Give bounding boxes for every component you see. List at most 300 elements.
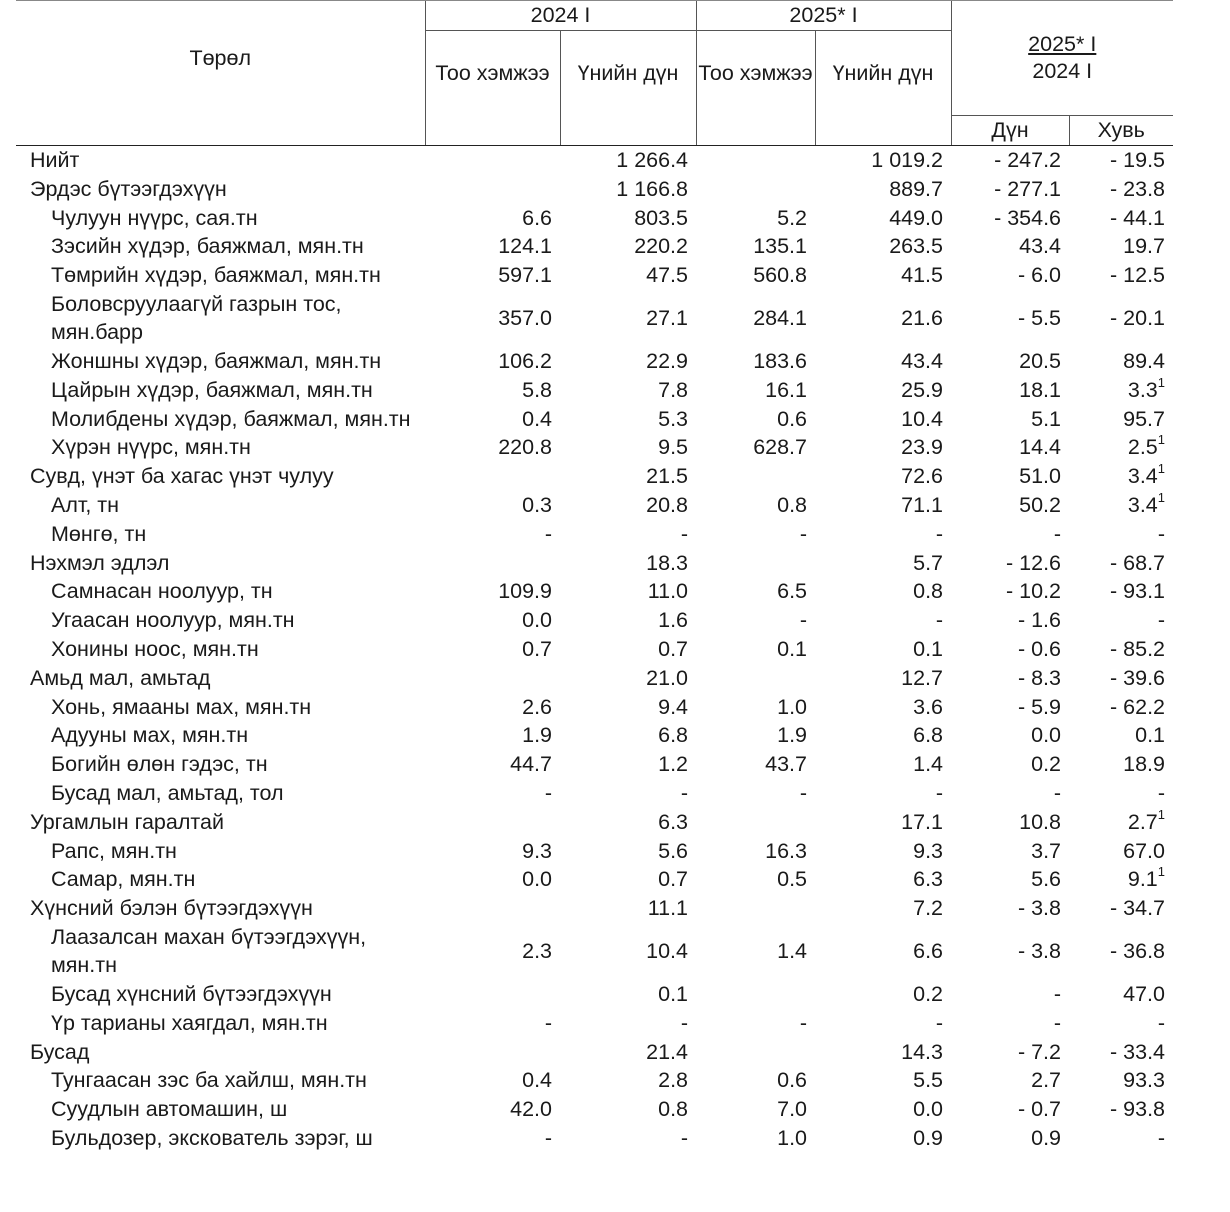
- cell-value: -: [1053, 780, 1061, 805]
- cell-diff: [951, 1009, 1069, 1038]
- cell-value: 18.9: [1123, 752, 1165, 777]
- cell-value-2025: [815, 635, 951, 664]
- cell-value: 14.4: [1019, 435, 1061, 460]
- cell-diff: [951, 549, 1069, 578]
- cell-value: - 62.2: [1110, 694, 1165, 719]
- cell-qty-2025: [696, 261, 815, 290]
- cell-qty-2024: [425, 175, 560, 204]
- cell-value-2025: [815, 1124, 951, 1153]
- header-type: Төрөл: [16, 1, 425, 116]
- cell-value: 16.1: [765, 377, 807, 402]
- cell-value-2024: [560, 779, 696, 808]
- cell-pct: [1069, 376, 1173, 405]
- cell-qty-2024: [425, 204, 560, 233]
- row-name: Нэхмэл эдлэл: [30, 550, 170, 575]
- cell-value-2024: [560, 606, 696, 635]
- cell-value: -: [1053, 1010, 1061, 1035]
- cell-pct: [1069, 405, 1173, 434]
- table-row: [16, 923, 1173, 980]
- cell-diff: [951, 923, 1069, 980]
- cell-value: 43.4: [901, 348, 943, 373]
- header-spacer: [425, 115, 560, 146]
- cell-value: 43.7: [765, 752, 807, 777]
- cell-value: 0.6: [777, 406, 807, 431]
- cell-value-2024: [560, 290, 696, 347]
- cell-value-2024: [560, 376, 696, 405]
- cell-value: 25.9: [901, 377, 943, 402]
- cell-pct: [1069, 433, 1173, 462]
- cell-qty-2024: [425, 1009, 560, 1038]
- cell-value: 21.0: [646, 665, 688, 690]
- row-name: Хонины ноос, мян.тн: [51, 636, 259, 661]
- cell-value: 44.7: [510, 752, 552, 777]
- cell-value: - 277.1: [994, 176, 1061, 201]
- cell-value-2024: [560, 204, 696, 233]
- row-name: Зэсийн хүдэр, баяжмал, мян.тн: [51, 234, 364, 259]
- cell-value: - 12.5: [1110, 263, 1165, 288]
- cell-value: 5.2: [777, 205, 807, 230]
- cell-qty-2024: [425, 347, 560, 376]
- cell-value: - 10.2: [1006, 579, 1061, 604]
- cell-value: 0.4: [522, 1068, 552, 1093]
- cell-value: 18.3: [646, 550, 688, 575]
- cell-value: 449.0: [889, 205, 943, 230]
- cell-value: 11.0: [647, 579, 688, 604]
- cell-value-2024: [560, 347, 696, 376]
- cell-value: 2.8: [658, 1068, 688, 1093]
- cell-diff: [951, 750, 1069, 779]
- cell-qty-2025: [696, 779, 815, 808]
- cell-diff: [951, 520, 1069, 549]
- cell-value: 0.2: [1031, 752, 1061, 777]
- cell-value: 0.1: [777, 636, 807, 661]
- cell-value-2024: [560, 1009, 696, 1038]
- cell-value: 20.5: [1019, 348, 1061, 373]
- cell-value-2025: [815, 146, 951, 175]
- header-period-2024: 2024 I: [425, 1, 696, 31]
- row-name: Хонь, ямааны мах, мян.тн: [51, 694, 312, 719]
- cell-value: -: [544, 521, 552, 546]
- cell-pct: [1069, 837, 1173, 866]
- cell-value: 0.6: [777, 1068, 807, 1093]
- cell-value-2024: [560, 980, 696, 1009]
- cell-value: - 23.8: [1110, 176, 1165, 201]
- cell-value: 22.9: [646, 348, 688, 373]
- cell-value: 284.1: [753, 306, 807, 331]
- cell-value: 0.0: [522, 867, 552, 892]
- cell-value-2024: [560, 1095, 696, 1124]
- cell-value-2024: [560, 721, 696, 750]
- table-row: [16, 462, 1173, 491]
- row-name: Ургамлын гаралтай: [30, 809, 224, 834]
- footnote-mark: 1: [1157, 806, 1165, 822]
- cell-diff: [951, 577, 1069, 606]
- cell-value: - 34.7: [1110, 896, 1165, 921]
- cell-value: 3.6: [913, 694, 943, 719]
- table-row: [16, 779, 1173, 808]
- cell-value-2025: [815, 779, 951, 808]
- cell-value: -: [799, 780, 807, 805]
- row-name: Суудлын автомашин, ш: [51, 1097, 288, 1122]
- cell-value-2024: [560, 520, 696, 549]
- cell-value: 0.7: [658, 636, 688, 661]
- footnote-mark: 1: [1157, 489, 1165, 505]
- table-row: [16, 347, 1173, 376]
- cell-value: 1.4: [777, 939, 807, 964]
- cell-value: 0.8: [658, 1097, 688, 1122]
- cell-pct: [1069, 865, 1173, 894]
- cell-pct: [1069, 664, 1173, 693]
- cell-value-2024: [560, 1066, 696, 1095]
- cell-value-2025: [815, 721, 951, 750]
- cell-value: 89.4: [1123, 348, 1165, 373]
- cell-qty-2024: [425, 750, 560, 779]
- cell-qty-2024: [425, 491, 560, 520]
- cell-value: 1.6: [658, 608, 688, 633]
- cell-qty-2024: [425, 865, 560, 894]
- cell-value: 357.0: [498, 306, 552, 331]
- cell-qty-2024: [425, 261, 560, 290]
- cell-value: - 93.1: [1110, 579, 1165, 604]
- cell-value-2025: [815, 1009, 951, 1038]
- table-row: [16, 635, 1173, 664]
- cell-value: - 0.6: [1017, 636, 1061, 661]
- cell-qty-2025: [696, 664, 815, 693]
- cell-value: 10.8: [1019, 809, 1061, 834]
- cell-value: 0.0: [1031, 723, 1061, 748]
- cell-pct: [1069, 491, 1173, 520]
- cell-pct: [1069, 175, 1173, 204]
- cell-value-2025: [815, 405, 951, 434]
- cell-value: 3.3: [1127, 377, 1158, 402]
- table-row: [16, 290, 1173, 347]
- cell-value: 43.4: [1019, 234, 1061, 259]
- cell-value: 3.4: [1127, 492, 1158, 517]
- cell-value: 2.6: [522, 694, 552, 719]
- table-row: [16, 606, 1173, 635]
- row-name: Төмрийн хүдэр, баяжмал, мян.тн: [51, 263, 381, 288]
- cell-value: -: [1157, 1125, 1165, 1150]
- cell-qty-2025: [696, 204, 815, 233]
- cell-value: 42.0: [510, 1097, 552, 1122]
- cell-value: 597.1: [498, 263, 552, 288]
- cell-qty-2024: [425, 664, 560, 693]
- cell-value: 0.8: [913, 579, 943, 604]
- row-name: Лаазалсан махан бүтээгдэхүүн, мян.тн: [51, 924, 367, 978]
- cell-value: 10.4: [901, 406, 943, 431]
- cell-value-2025: [815, 923, 951, 980]
- cell-value: - 33.4: [1110, 1039, 1165, 1064]
- cell-value: 5.8: [522, 377, 552, 402]
- cell-value: 47.5: [646, 263, 688, 288]
- cell-value: -: [799, 521, 807, 546]
- table-body: [16, 146, 1173, 1153]
- row-name: Рапс, мян.тн: [51, 838, 177, 863]
- cell-qty-2024: [425, 1038, 560, 1067]
- cell-value: 20.8: [646, 492, 688, 517]
- cell-value: - 68.7: [1110, 550, 1165, 575]
- cell-value-2024: [560, 635, 696, 664]
- cell-value-2025: [815, 376, 951, 405]
- cell-value: -: [1157, 521, 1165, 546]
- cell-value: 263.5: [889, 234, 943, 259]
- cell-value: 889.7: [889, 176, 943, 201]
- cell-pct: [1069, 980, 1173, 1009]
- cell-value: -: [1157, 608, 1165, 633]
- row-name: Эрдэс бүтээгдэхүүн: [30, 176, 227, 201]
- cell-qty-2024: [425, 290, 560, 347]
- cell-value: 27.1: [646, 306, 688, 331]
- cell-qty-2024: [425, 779, 560, 808]
- footnote-mark: 1: [1157, 864, 1165, 880]
- cell-qty-2025: [696, 837, 815, 866]
- cell-qty-2025: [696, 1066, 815, 1095]
- cell-pct: [1069, 750, 1173, 779]
- cell-qty-2024: [425, 606, 560, 635]
- cell-value-2025: [815, 894, 951, 923]
- cell-value-2024: [560, 175, 696, 204]
- cell-value: -: [935, 608, 943, 633]
- cell-value: 628.7: [753, 435, 807, 460]
- cell-value: 7.2: [913, 896, 943, 921]
- cell-value: - 19.5: [1110, 148, 1165, 172]
- row-name: Хүнсний бэлэн бүтээгдэхүүн: [30, 896, 313, 921]
- table-row: [16, 376, 1173, 405]
- cell-value-2024: [560, 1124, 696, 1153]
- cell-value: 2.7: [1031, 1068, 1061, 1093]
- row-name: Амьд мал, амьтад: [30, 665, 211, 690]
- header-spacer: [815, 115, 951, 146]
- cell-qty-2024: [425, 1095, 560, 1124]
- cell-qty-2024: [425, 980, 560, 1009]
- cell-diff: [951, 1038, 1069, 1067]
- cell-value: 10.4: [646, 939, 688, 964]
- cell-qty-2025: [696, 865, 815, 894]
- cell-value: -: [1053, 521, 1061, 546]
- cell-qty-2025: [696, 520, 815, 549]
- cell-value: 0.0: [522, 608, 552, 633]
- cell-value-2025: [815, 462, 951, 491]
- cell-value: - 247.2: [994, 148, 1061, 172]
- header-diff: Дүн: [951, 115, 1069, 146]
- cell-value: -: [799, 1010, 807, 1035]
- cell-qty-2024: [425, 462, 560, 491]
- row-name: Цайрын хүдэр, баяжмал, мян.тн: [51, 377, 373, 402]
- cell-value-2025: [815, 606, 951, 635]
- row-name: Богийн өлөн гэдэс, тн: [51, 752, 268, 777]
- cell-qty-2024: [425, 721, 560, 750]
- cell-value-2024: [560, 462, 696, 491]
- cell-qty-2025: [696, 175, 815, 204]
- row-name: Угаасан ноолуур, мян.тн: [51, 608, 295, 633]
- cell-diff: [951, 405, 1069, 434]
- row-name: Хүрэн нүүрс, мян.тн: [51, 435, 251, 460]
- cell-value: 0.5: [777, 867, 807, 892]
- cell-diff: [951, 376, 1069, 405]
- cell-pct: [1069, 1124, 1173, 1153]
- cell-value-2024: [560, 808, 696, 837]
- table-row: [16, 865, 1173, 894]
- cell-value: 0.9: [913, 1125, 943, 1150]
- cell-value: 21.6: [901, 306, 943, 331]
- header-pct: Хувь: [1069, 115, 1173, 146]
- cell-value: 21.4: [646, 1039, 688, 1064]
- cell-value: 5.6: [658, 838, 688, 863]
- cell-value: 9.5: [658, 435, 688, 460]
- cell-value: -: [935, 1010, 943, 1035]
- cell-value: 19.7: [1123, 234, 1165, 259]
- cell-value-2025: [815, 837, 951, 866]
- cell-value: 41.5: [901, 263, 943, 288]
- cell-diff: [951, 1124, 1069, 1153]
- cell-qty-2025: [696, 290, 815, 347]
- header-value-2025: Үнийн дүн: [815, 31, 951, 116]
- cell-diff: [951, 232, 1069, 261]
- cell-qty-2025: [696, 894, 815, 923]
- cell-value: -: [680, 1010, 688, 1035]
- cell-value: 9.4: [658, 694, 688, 719]
- cell-qty-2025: [696, 376, 815, 405]
- cell-value-2025: [815, 808, 951, 837]
- table-row: [16, 491, 1173, 520]
- cell-value: 2.5: [1127, 435, 1158, 460]
- header-spacer: [16, 115, 425, 146]
- cell-value-2025: [815, 290, 951, 347]
- cell-value: -: [544, 1125, 552, 1150]
- cell-diff: [951, 865, 1069, 894]
- cell-qty-2025: [696, 635, 815, 664]
- cell-value: 1 019.2: [871, 148, 943, 172]
- cell-value-2025: [815, 204, 951, 233]
- cell-value-2024: [560, 433, 696, 462]
- row-name: Тунгаасан зэс ба хайлш, мян.тн: [51, 1068, 367, 1093]
- cell-value: -: [1157, 1010, 1165, 1035]
- cell-qty-2024: [425, 520, 560, 549]
- row-name: Сувд, үнэт ба хагас үнэт чулуу: [30, 464, 334, 489]
- cell-value-2025: [815, 750, 951, 779]
- cell-value: 18.1: [1019, 377, 1061, 402]
- header-change: [951, 1, 1173, 116]
- cell-qty-2025: [696, 721, 815, 750]
- cell-value: 135.1: [753, 234, 807, 259]
- cell-value: 11.1: [647, 896, 688, 921]
- cell-pct: [1069, 549, 1173, 578]
- cell-value-2024: [560, 232, 696, 261]
- row-name: Бусад: [30, 1039, 90, 1064]
- cell-value-2025: [815, 865, 951, 894]
- table-row: [16, 1066, 1173, 1095]
- cell-value: 0.1: [913, 636, 943, 661]
- row-name: Үр тарианы хаягдал, мян.тн: [51, 1010, 328, 1035]
- cell-pct: [1069, 520, 1173, 549]
- cell-value: 1 266.4: [616, 148, 688, 172]
- table-row: [16, 204, 1173, 233]
- cell-value-2025: [815, 1066, 951, 1095]
- cell-value: 1.0: [777, 1125, 807, 1150]
- cell-value-2025: [815, 549, 951, 578]
- cell-value-2025: [815, 347, 951, 376]
- table-row: [16, 750, 1173, 779]
- table-row: [16, 1009, 1173, 1038]
- cell-value: -: [680, 780, 688, 805]
- cell-diff: [951, 779, 1069, 808]
- cell-qty-2025: [696, 549, 815, 578]
- cell-qty-2024: [425, 1066, 560, 1095]
- cell-value-2025: [815, 232, 951, 261]
- cell-value: 9.3: [522, 838, 552, 863]
- cell-value: -: [1157, 780, 1165, 805]
- cell-value: 1.9: [522, 723, 552, 748]
- cell-pct: [1069, 146, 1173, 175]
- cell-qty-2025: [696, 1095, 815, 1124]
- row-name: Алт, тн: [51, 492, 120, 517]
- cell-value: -: [680, 521, 688, 546]
- cell-value-2024: [560, 261, 696, 290]
- cell-qty-2024: [425, 1124, 560, 1153]
- cell-value: 124.1: [498, 234, 552, 259]
- cell-value: -: [935, 780, 943, 805]
- table-row: [16, 721, 1173, 750]
- row-name: Бусад мал, амьтад, тол: [51, 780, 284, 805]
- cell-qty-2025: [696, 462, 815, 491]
- cell-qty-2025: [696, 1124, 815, 1153]
- cell-qty-2024: [425, 376, 560, 405]
- cell-diff: [951, 347, 1069, 376]
- cell-value: -: [935, 521, 943, 546]
- cell-value: - 39.6: [1110, 665, 1165, 690]
- table-row: [16, 837, 1173, 866]
- cell-value: 95.7: [1123, 406, 1165, 431]
- cell-qty-2024: [425, 146, 560, 175]
- cell-value: 220.8: [498, 435, 552, 460]
- cell-qty-2024: [425, 923, 560, 980]
- export-table-sheet: [16, 0, 1173, 1153]
- cell-value: 14.3: [901, 1039, 943, 1064]
- cell-qty-2025: [696, 1009, 815, 1038]
- cell-qty-2024: [425, 894, 560, 923]
- cell-value: -: [544, 780, 552, 805]
- cell-diff: [951, 721, 1069, 750]
- cell-value: - 0.7: [1017, 1097, 1061, 1122]
- cell-diff: [951, 462, 1069, 491]
- cell-qty-2025: [696, 146, 815, 175]
- cell-qty-2025: [696, 693, 815, 722]
- cell-value: 6.6: [913, 939, 943, 964]
- cell-value: 0.2: [913, 981, 943, 1006]
- cell-value: 16.3: [765, 838, 807, 863]
- cell-value: 803.5: [634, 205, 688, 230]
- cell-value: 9.1: [1127, 867, 1158, 892]
- row-name: Бусад хүнсний бүтээгдэхүүн: [51, 981, 332, 1006]
- row-name: Нийт: [30, 148, 80, 172]
- cell-value: - 85.2: [1110, 636, 1165, 661]
- cell-pct: [1069, 577, 1173, 606]
- cell-value: - 93.8: [1110, 1097, 1165, 1122]
- cell-value-2025: [815, 433, 951, 462]
- cell-diff: [951, 635, 1069, 664]
- cell-value: 7.8: [658, 377, 688, 402]
- cell-value: 109.9: [498, 579, 552, 604]
- cell-value-2024: [560, 549, 696, 578]
- cell-diff: [951, 894, 1069, 923]
- cell-value-2025: [815, 520, 951, 549]
- cell-value-2025: [815, 693, 951, 722]
- cell-pct: [1069, 204, 1173, 233]
- cell-diff: [951, 693, 1069, 722]
- footnote-mark: 1: [1157, 461, 1165, 477]
- footnote-mark: 1: [1157, 432, 1165, 448]
- cell-diff: [951, 290, 1069, 347]
